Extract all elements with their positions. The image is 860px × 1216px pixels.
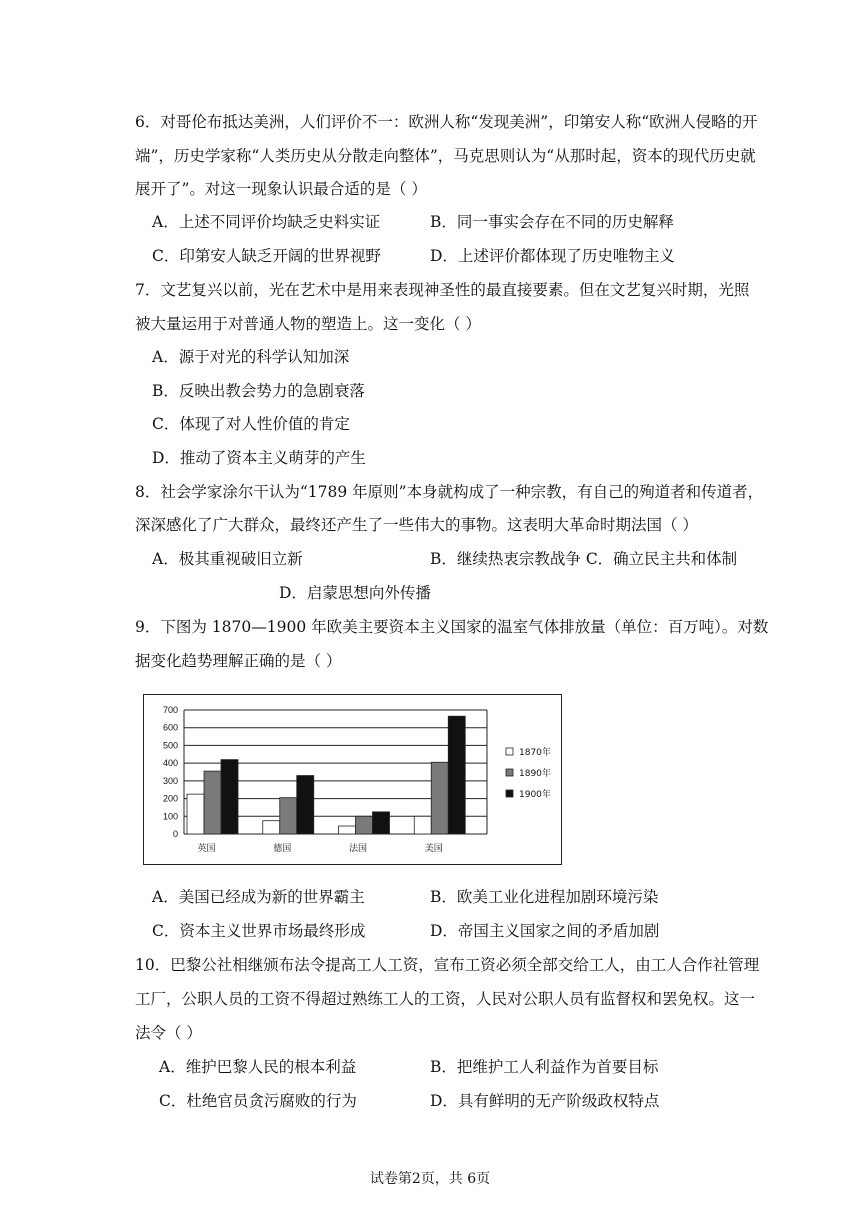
q6-option-a: A．上述不同评价均缺乏史料实证 [152,213,381,231]
q9-option-c: C．资本主义世界市场最终形成 [152,922,366,940]
q7-option-c: C．体现了对人性价值的肯定 [152,415,350,433]
bar [187,794,204,834]
q10-option-c: C．杜绝官员贪污腐败的行为 [159,1092,357,1110]
q6-line-3: 展开了”。对这一现象认识最合适的是（ ） [135,180,427,198]
legend-swatch [506,769,513,776]
q6-option-b: B．同一事实会存在不同的历史解释 [430,213,674,231]
y-tick-label: 600 [162,722,178,733]
category-label: 德国 [273,844,292,854]
q10-line-2: 工厂，公职人员的工资不得超过熟练工人的工资，人民对公职人员有监督权和罢免权。这一 [135,990,756,1008]
legend-swatch [506,748,513,755]
q6-option-c: C．印第安人缺乏开阔的世界视野 [152,247,381,265]
bar [373,812,390,834]
category-label: 法国 [348,844,368,854]
q10-option-d: D．具有鲜明的无产阶级政权特点 [430,1092,660,1110]
y-tick-label: 400 [162,758,178,769]
q10-option-a: A．维护巴黎人民的根本利益 [159,1058,357,1076]
bar [339,826,356,834]
q8-line-1: 8．社会学家涂尔干认为“1789 年原则”本身就构成了一种宗教，有自己的殉道者和传道者， [135,483,764,501]
legend-label: 1870年 [519,748,551,758]
q10-option-b: B．把维护工人利益作为首要目标 [430,1058,659,1076]
legend-label: 1900年 [519,790,551,800]
q8-line-2: 深深感化了广大群众，最终还产生了一些伟大的事物。这表明大革命时期法国（ ） [135,516,698,534]
emissions-chart-svg [144,695,563,866]
q7-option-a: A．源于对光的科学认知加深 [152,348,350,366]
q8-option-bc: B．继续热衷宗教战争 C．确立民主共和体制 [430,550,738,568]
q6-option-d: D．上述评价都体现了历史唯物主义 [430,247,675,265]
legend-label: 1890年 [519,769,551,779]
bar [280,798,297,834]
page-footer: 试卷第2页，共 6页 [369,1171,491,1187]
q7-line-2: 被大量运用于对普通人物的塑造上。这一变化（ ） [135,315,481,333]
q7-option-d: D．推动了资本主义萌芽的产生 [152,449,366,467]
bar [221,760,238,834]
category-label: 英国 [197,844,216,854]
y-tick-label: 700 [162,705,178,715]
y-tick-label: 300 [162,775,178,786]
q9-option-d: D．帝国主义国家之间的矛盾加剧 [430,922,660,940]
y-tick-label: 200 [162,793,178,804]
bar [297,776,314,834]
q6-line-1: 6．对哥伦布抵达美洲，人们评价不一：欧洲人称“发现美洲”，印第安人称“欧洲人侵略的开 [135,113,758,131]
bar [356,816,373,834]
q10-line-1: 10．巴黎公社相继颁布法令提高工人工资，宣布工资必须全部交给工人，由工人合作社管理 [135,956,760,974]
bar [448,716,465,834]
q9-option-a: A．美国已经成为新的世界霸主 [152,888,365,906]
bar [204,771,221,834]
q7-option-b: B．反映出教会势力的急剧衰落 [152,382,365,400]
emissions-chart [143,694,562,865]
legend-swatch [506,790,513,797]
bar [263,821,280,834]
q6-line-2: 端”，历史学家称“人类历史从分散走向整体”，马克思则认为“从那时起，资本的现代历史就 [135,147,756,165]
q9-line-1: 9．下图为 1870—1900 年欧美主要资本主义国家的温室气体排放量（单位：百万吨）。对数 [135,618,769,636]
bar [431,762,448,834]
q7-line-1: 7．文艺复兴以前，光在艺术中是用来表现神圣性的最直接要素。但在文艺复兴时期，光照 [135,281,750,299]
q8-option-a: A．极其重视破旧立新 [152,550,303,568]
q10-line-3: 法令（ ） [135,1024,202,1042]
category-label: 美国 [424,844,443,854]
y-tick-label: 500 [162,740,178,751]
q9-line-2: 据变化趋势理解正确的是（ ） [135,652,342,670]
y-tick-label: 100 [162,811,178,822]
bar [414,816,431,834]
y-tick-label: 0 [172,829,178,839]
q8-option-d: D．启蒙思想向外传播 [279,584,431,602]
q9-option-b: B．欧美工业化进程加剧环境污染 [430,888,659,906]
